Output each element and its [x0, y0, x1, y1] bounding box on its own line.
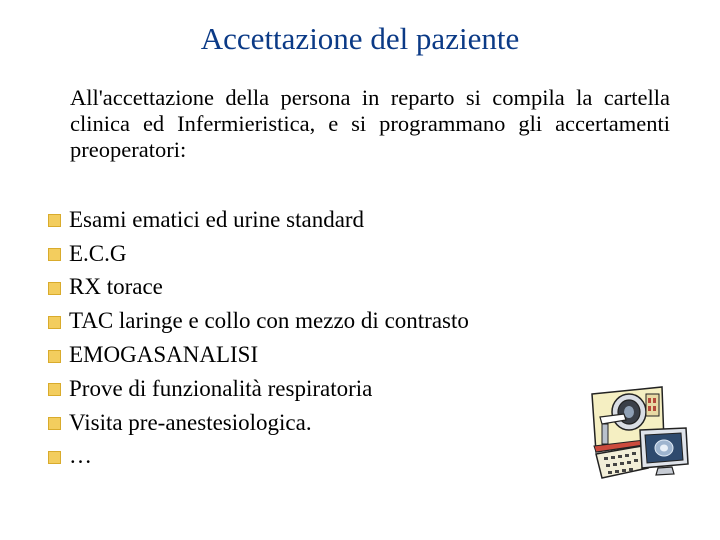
monitor-icon	[640, 428, 688, 475]
square-bullet-icon	[48, 248, 61, 261]
list-item	[48, 440, 469, 474]
list-item-text: E.C.G	[69, 240, 127, 266]
list-item	[48, 237, 469, 271]
slide-title: Accettazione del paziente	[200, 21, 520, 56]
list-item	[48, 406, 469, 440]
list-item-text: Visita pre-anestesiologica.	[69, 409, 312, 435]
square-bullet-icon	[48, 214, 61, 227]
list-item-text: Prove di funzionalità respiratoria	[69, 375, 373, 401]
list-item-text: TAC laringe e collo con mezzo di contrasto	[69, 308, 469, 334]
square-bullet-icon	[48, 316, 61, 329]
list-item	[48, 304, 469, 338]
square-bullet-icon	[48, 282, 61, 295]
square-bullet-icon	[48, 383, 61, 396]
square-bullet-icon	[48, 417, 61, 430]
list-item	[48, 271, 469, 305]
bullet-list	[48, 203, 469, 473]
list-item-text: EMOGASANALISI	[69, 342, 259, 368]
intro-paragraph: All'accettazione della persona in reparto si compila la cartella clinica ed Infermieristica, e si programmano gli accertamenti preoperatori:	[70, 85, 670, 162]
list-item-text: Esami ematici ed urine standard	[69, 206, 365, 232]
square-bullet-icon	[48, 350, 61, 363]
list-item-text: RX torace	[69, 274, 163, 300]
list-item-text: …	[69, 443, 92, 469]
list-item	[48, 372, 469, 406]
list-item	[48, 203, 469, 237]
ct-scanner-computer-icon	[582, 384, 692, 484]
square-bullet-icon	[48, 451, 61, 464]
list-item	[48, 338, 469, 372]
